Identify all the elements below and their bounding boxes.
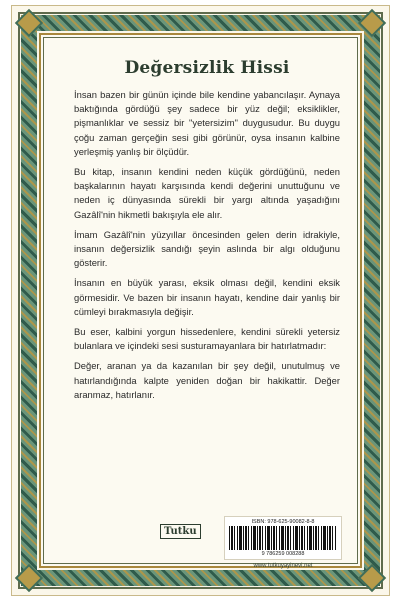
isbn-label: ISBN: 978-625-90082-8-8 bbox=[251, 519, 315, 525]
book-title: Değersizlik Hissi bbox=[124, 58, 290, 78]
back-cover bbox=[11, 5, 390, 596]
paragraph: İmam Gazâlî'nin yüzyıllar öncesinden gelen derin idrakiyle, insanın değersizlik sandığı şeyin aslında bir algı olduğunu gösterir. bbox=[74, 228, 340, 269]
paragraph: Bu kitap, insanın kendini neden küçük gördüğünü, neden başkalarının hayatı karşısında kendi değerini unuttuğunu ve neden iç dünyasında sürekli bir yargı altında yaşadığını Gazâlî'nin hikmetli bakışıyla ele alır. bbox=[74, 166, 340, 220]
barcode-icon bbox=[229, 526, 337, 550]
isbn-block bbox=[224, 516, 342, 560]
paragraph: Değer, aranan ya da kazanılan bir şey değil, unutulmuş ve hatırlandığında kalpte yeniden doğan bir hakikattir. Değer aranmaz, hatırlanır. bbox=[74, 360, 340, 400]
paragraph: İnsan bazen bir günün içinde bile kendine yabancılaşır. Aynaya baktığında gördüğü şey sadece bir yüz değil; eksiklikler, pişmanlıklar ve sessiz bir "yetersizim" duygusudur. Bu duygu çoğu zaman gerçeğin sesi gibi görünür, oysa insanın kalbine yerleşmiş yanlış bir ölçüdür. bbox=[74, 89, 340, 157]
paragraph: İnsanın en büyük yarası, eksik olması değil, kendini eksik görmesidir. Ve bazen bir insanın hayatı, kendine dair yanlış bir cümleyi bırakmasıyla değişir. bbox=[74, 277, 340, 317]
paragraph: Bu eser, kalbini yorgun hissedenlere, kendini sürekli yetersiz bulanlara ve içindeki sesi susturamayanlara bir hatırlatmadır: bbox=[74, 326, 340, 352]
publisher-website: www.tutkuyayinevi.net bbox=[253, 563, 313, 569]
publisher-logo: Tutku bbox=[160, 524, 201, 539]
text-content bbox=[74, 50, 340, 408]
barcode-digits: 9 786259 008288 bbox=[261, 551, 305, 557]
cover-footer bbox=[12, 516, 389, 569]
